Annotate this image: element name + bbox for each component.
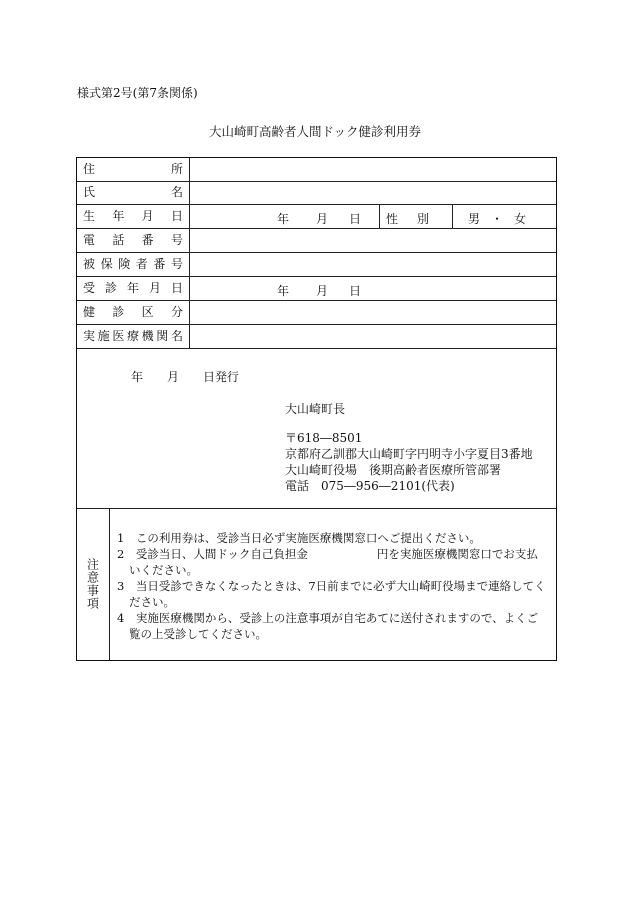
row-label-phone <box>83 229 183 252</box>
visit-month-label: 月 <box>316 284 329 298</box>
label-char: 被 <box>83 257 96 271</box>
label-char: 日 <box>170 281 183 295</box>
label-char: 受 <box>83 281 96 295</box>
label-char: 施 <box>97 329 110 343</box>
label-char: 年 <box>126 281 139 295</box>
label-char: 月 <box>141 209 154 223</box>
issuer-postal: 〒618―8501 <box>285 431 363 445</box>
notes-side-text: 注意事項 <box>85 558 100 610</box>
gender-female-option[interactable]: 女 <box>514 212 527 226</box>
issuer-address: 京都府乙訓郡大山崎町字円明寺小字夏目3番地 <box>285 447 533 461</box>
label-char: 住 <box>83 162 96 176</box>
phone-field[interactable] <box>190 229 556 252</box>
note-item: 1 この利用券は、受診当日必ず実施医療機関窓口へご提出ください。 <box>117 531 481 545</box>
gender-separator: ・ <box>491 212 504 226</box>
label-char: 険 <box>118 257 131 271</box>
birth-month-label: 月 <box>316 212 329 226</box>
birth-day-label: 日 <box>349 212 362 226</box>
row-label-institution <box>83 325 183 348</box>
issuer-office: 大山崎町役場 後期高齢者医療所管部署 <box>285 463 502 477</box>
label-char: 保 <box>100 257 113 271</box>
row-label-birthdate <box>83 205 183 228</box>
label-char: 関 <box>156 329 169 343</box>
label-char: 所 <box>170 162 183 176</box>
note-item-continuation: 覧の上受診してください。 <box>129 627 267 641</box>
label-char: 電 <box>83 233 96 247</box>
label-char: 医 <box>112 329 125 343</box>
form-number-label: 様式第2号(第7条関係) <box>77 86 198 100</box>
label-char: 号 <box>170 257 183 271</box>
gender-label-char: 別 <box>417 212 430 226</box>
notes-list <box>117 530 557 642</box>
label-char: 日 <box>170 209 183 223</box>
institution-field[interactable] <box>190 325 556 348</box>
label-char: 療 <box>126 329 139 343</box>
label-char: 名 <box>170 329 183 343</box>
issuer-phone: 電話 075―956―2101(代表) <box>285 479 455 493</box>
label-char: 診 <box>104 281 117 295</box>
address-field[interactable] <box>190 158 556 181</box>
label-char: 分 <box>170 305 183 319</box>
note-item: 4 実施医療機関から、受診上の注意事項が自宅あてに送付されますので、よくご <box>117 611 539 625</box>
row-label-checkup-category <box>83 301 183 324</box>
checkup-category-field[interactable] <box>190 301 556 324</box>
note-item-continuation: いください。 <box>129 563 198 577</box>
document-title: 大山崎町高齢者人間ドック健診利用券 <box>208 124 421 139</box>
birth-year-label: 年 <box>277 212 290 226</box>
issue-day-label: 日発行 <box>203 370 240 384</box>
label-char: 月 <box>148 281 161 295</box>
label-char: 番 <box>141 233 154 247</box>
gender-label-char: 性 <box>386 212 399 226</box>
voucher-form <box>76 157 557 661</box>
issuer-name: 大山崎町長 <box>285 402 346 416</box>
visit-year-label: 年 <box>277 284 290 298</box>
label-char: 健 <box>83 305 96 319</box>
issue-year-label: 年 <box>131 370 144 384</box>
label-char: 年 <box>112 209 125 223</box>
row-label-name <box>83 181 183 204</box>
label-char: 実 <box>83 329 96 343</box>
row-label-visit-date <box>83 277 183 300</box>
name-field[interactable] <box>190 182 556 204</box>
label-char: 区 <box>141 305 154 319</box>
visit-day-label: 日 <box>349 284 362 298</box>
issue-month-label: 月 <box>167 370 180 384</box>
notes-side-label <box>77 508 109 660</box>
label-char: 機 <box>141 329 154 343</box>
label-char: 名 <box>170 185 183 199</box>
note-item: 2 受診当日、人間ドック自己負担金 円を実施医療機関窓口でお支払 <box>117 547 538 561</box>
label-char: 話 <box>112 233 125 247</box>
insured-number-field[interactable] <box>190 253 556 276</box>
label-char: 生 <box>83 209 96 223</box>
label-char: 氏 <box>83 185 96 199</box>
label-char: 番 <box>153 257 166 271</box>
label-char: 者 <box>135 257 148 271</box>
gender-male-option[interactable]: 男 <box>468 212 481 226</box>
row-label-insured-number <box>83 253 183 276</box>
note-item-continuation: ださい。 <box>129 595 175 609</box>
label-char: 号 <box>170 233 183 247</box>
label-char: 診 <box>112 305 125 319</box>
note-item: 3 当日受診できなくなったときは、7日前までに必ず大山崎町役場まで連絡してく <box>117 579 546 593</box>
row-label-address <box>83 158 183 181</box>
